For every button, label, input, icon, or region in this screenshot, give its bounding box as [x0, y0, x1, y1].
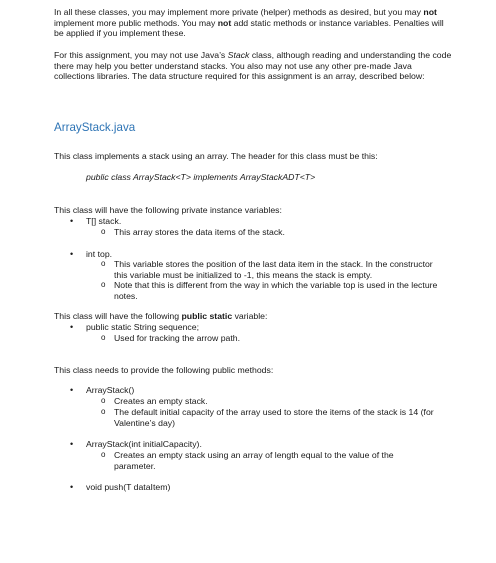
- bullet-glyph: •: [70, 439, 74, 449]
- method-arraystack-capacity: ArrayStack(int initialCapacity).: [86, 439, 202, 449]
- static-var-intro: This class will have the following public static variable:: [54, 311, 268, 321]
- method-arraystack-default: ArrayStack(): [86, 385, 135, 395]
- header-intro-text: This class implements a stack using an array. The header for this class must be this:: [54, 151, 378, 161]
- intro-p2-run: class, although reading and understanding the code there may help you better understand stacks. You also may not use any other pre-made Java collections libraries. The data structure required for this assignment is an array, described below:: [54, 50, 452, 82]
- static-var-sequence: public static String sequence;: [86, 322, 200, 332]
- intro-p1-run: implement more public methods. You may: [54, 17, 218, 28]
- sub-bullet-glyph: o: [101, 259, 106, 268]
- methods-intro: This class needs to provide the following public methods:: [54, 365, 274, 375]
- intro-paragraph-1: [54, 7, 454, 39]
- intro-p1-run: not: [217, 17, 232, 28]
- var-top-note-2: Note that this is different from the way in which the variable top is used in the lecture notes.: [114, 280, 438, 301]
- intro-p1-run: In all these classes, you may implement more private (helper) methods as desired, but you may: [54, 7, 424, 17]
- bullet-glyph: •: [70, 216, 74, 226]
- sub-bullet-glyph: o: [101, 407, 106, 416]
- sub-bullet-glyph: o: [101, 450, 106, 459]
- method-1-note-1: Creates an empty stack.: [114, 396, 208, 406]
- bullet-glyph: •: [70, 482, 74, 492]
- intro-paragraph-2: [54, 50, 454, 82]
- bullet-glyph: •: [70, 385, 74, 395]
- sub-bullet-glyph: o: [101, 396, 106, 405]
- intro-p2-run: For this assignment, you may not use Java’s: [54, 50, 228, 60]
- method-1-note-2: The default initial capacity of the array used to store the items of the stack is 14 (for Valentine’s day): [114, 407, 434, 428]
- var-top: int top.: [86, 249, 113, 259]
- intro-p1-run: not: [423, 7, 437, 17]
- sub-bullet-glyph: o: [101, 227, 106, 236]
- static-var-note: Used for tracking the arrow path.: [114, 333, 241, 343]
- var-top-note-1: This variable stores the position of the last data item in the stack. In the constructor this variable must be initialized to -1, this means the stack is empty.: [114, 259, 433, 280]
- var-stack: T[] stack.: [86, 216, 122, 226]
- private-vars-intro: This class will have the following private instance variables:: [54, 205, 282, 215]
- sub-bullet-glyph: o: [101, 280, 106, 289]
- method-2-note-1: Creates an empty stack using an array of length equal to the value of the parameter.: [114, 450, 394, 471]
- sub-bullet-glyph: o: [101, 333, 106, 342]
- var-stack-note: This array stores the data items of the stack.: [114, 227, 285, 237]
- intro-p2-run: Stack: [227, 50, 250, 60]
- bullet-glyph: •: [70, 322, 74, 332]
- bullet-glyph: •: [70, 249, 74, 259]
- method-push: void push(T dataItem): [86, 482, 171, 492]
- class-header-code: public class ArrayStack<T> implements ArrayStackADT<T>: [86, 172, 316, 182]
- section-heading: ArrayStack.java: [54, 121, 136, 134]
- intro-p1-run: add static methods or instance variables. Penalties will be applied if you implement these.: [54, 17, 444, 39]
